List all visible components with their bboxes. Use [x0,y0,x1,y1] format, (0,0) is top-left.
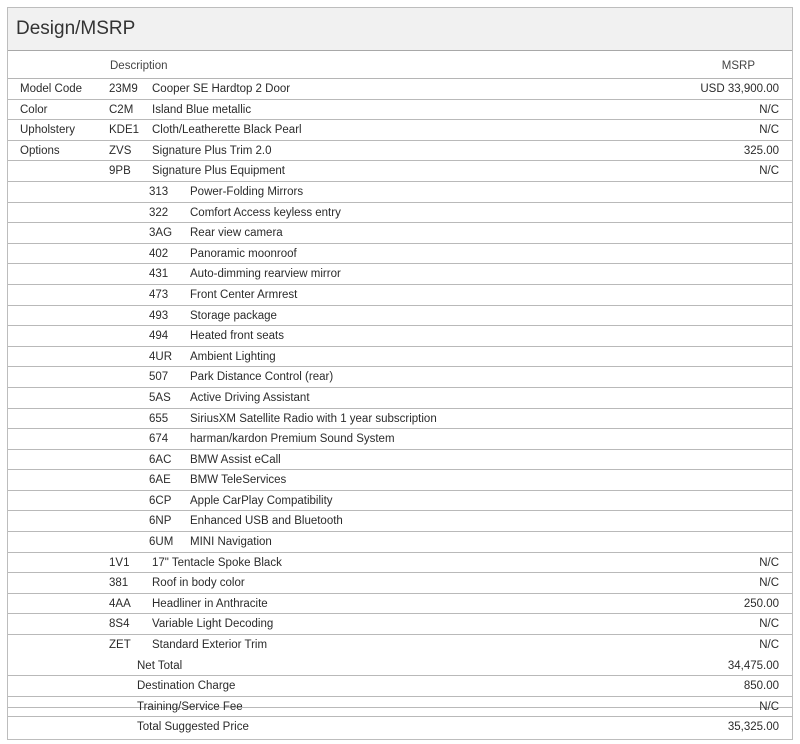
option-msrp: N/C [759,618,779,631]
option-msrp: N/C [759,639,779,652]
option-description: Heated front seats [190,330,284,343]
option-description: Park Distance Control (rear) [190,371,334,384]
option-description: Signature Plus Equipment [152,165,285,178]
total-row [8,676,792,697]
option-msrp: N/C [759,556,779,569]
option-code: 431 [149,268,169,281]
row-category: Upholstery [20,124,75,137]
option-description: Signature Plus Trim 2.0 [152,144,272,157]
option-code: 23M9 [109,83,138,95]
option-code: 507 [149,371,169,384]
option-code: ZET [109,639,131,652]
option-row [8,161,792,182]
option-description: harman/kardon Premium Sound System [190,433,395,446]
column-header-row [8,51,792,79]
option-description: Active Driving Assistant [190,391,310,404]
option-description: Standard Exterior Trim [152,639,268,652]
option-msrp: USD 33,900.00 [700,83,779,95]
sub-option-row [8,182,792,203]
option-code: 6UM [149,536,174,549]
option-code: 655 [149,412,169,425]
total-row [8,717,792,738]
section-header [8,8,792,51]
row-category: Color [20,103,48,116]
option-description: BMW TeleServices [190,474,287,487]
option-code: 402 [149,247,169,260]
option-description: Roof in body color [152,577,245,590]
option-row [8,79,792,100]
sub-option-row [8,409,792,430]
sub-option-row [8,470,792,491]
option-description: MINI Navigation [190,536,272,549]
sub-option-row [8,532,792,553]
option-description: BMW Assist eCall [190,453,281,466]
total-value: 35,325.00 [727,721,779,734]
option-code: 6NP [149,515,172,528]
sub-option-row [8,347,792,368]
option-msrp: N/C [759,577,779,590]
option-description: Comfort Access keyless entry [190,206,341,219]
total-label: Net Total [137,659,183,672]
option-code: ZVS [109,144,132,157]
option-description: Rear view camera [190,227,283,240]
total-label: Total Suggested Price [137,721,249,734]
total-value: 34,475.00 [727,659,779,672]
total-value: 850.00 [743,680,779,693]
sub-option-row [8,264,792,285]
option-description: SiriusXM Satellite Radio with 1 year subscription [190,412,437,425]
total-row [8,697,792,718]
option-code: 494 [149,330,169,343]
option-code: 6AC [149,453,172,466]
total-label: Training/Service Fee [137,700,243,713]
option-code: 4UR [149,350,173,363]
totals-rows [8,656,792,738]
total-row [8,656,792,677]
column-header-msrp: MSRP [721,60,755,72]
option-code: C2M [109,103,134,116]
option-description: Ambient Lighting [190,350,276,363]
sub-option-row [8,326,792,347]
sub-option-row [8,306,792,327]
sub-option-row [8,429,792,450]
option-row [8,100,792,121]
option-code: 3AG [149,227,173,240]
total-value: N/C [759,700,779,713]
sub-option-row [8,491,792,512]
option-code: 4AA [109,597,131,610]
sub-option-row [8,450,792,471]
option-code: KDE1 [109,124,140,137]
option-code: 6CP [149,494,172,507]
sub-option-row [8,367,792,388]
option-code: 313 [149,185,169,198]
option-msrp: N/C [759,165,779,178]
sub-option-row [8,244,792,265]
option-msrp: 325.00 [743,144,779,157]
option-description: Island Blue metallic [152,103,252,116]
option-description: Front Center Armrest [190,288,298,301]
option-description: Headliner in Anthracite [152,597,268,610]
sub-option-row [8,203,792,224]
option-description: Cooper SE Hardtop 2 Door [152,83,291,95]
option-description: Enhanced USB and Bluetooth [190,515,343,528]
section-title: Design/MSRP [16,18,136,39]
option-row [8,573,792,594]
option-row [8,141,792,162]
sub-option-row [8,388,792,409]
option-code: 381 [109,577,129,590]
option-description: Apple CarPlay Compatibility [190,494,333,507]
option-description: Cloth/Leatherette Black Pearl [152,124,302,137]
option-description: 17" Tentacle Spoke Black [152,556,282,569]
sub-option-row [8,223,792,244]
option-code: 6AE [149,474,171,487]
option-description: Power-Folding Mirrors [190,185,304,198]
option-row [8,553,792,574]
option-msrp: 250.00 [743,597,779,610]
option-code: 473 [149,288,169,301]
option-row [8,614,792,635]
option-rows [8,79,792,656]
option-msrp: N/C [759,124,779,137]
option-description: Storage package [190,309,277,322]
strike-line [8,707,792,708]
option-description: Panoramic moonroof [190,247,297,260]
row-category: Model Code [20,83,83,95]
option-description: Auto-dimming rearview mirror [190,268,341,281]
option-row [8,120,792,141]
msrp-sheet [7,7,793,740]
sub-option-row [8,511,792,532]
option-code: 8S4 [109,618,130,631]
option-code: 674 [149,433,169,446]
option-row [8,635,792,656]
option-code: 493 [149,309,169,322]
option-code: 9PB [109,165,131,178]
option-row [8,594,792,615]
total-label: Destination Charge [137,680,236,693]
sub-option-row [8,285,792,306]
option-description: Variable Light Decoding [152,618,274,631]
option-msrp: N/C [759,103,779,116]
column-header-description: Description [110,60,168,72]
option-code: 1V1 [109,556,130,569]
row-category: Options [20,144,60,157]
option-code: 322 [149,206,169,219]
option-code: 5AS [149,391,171,404]
